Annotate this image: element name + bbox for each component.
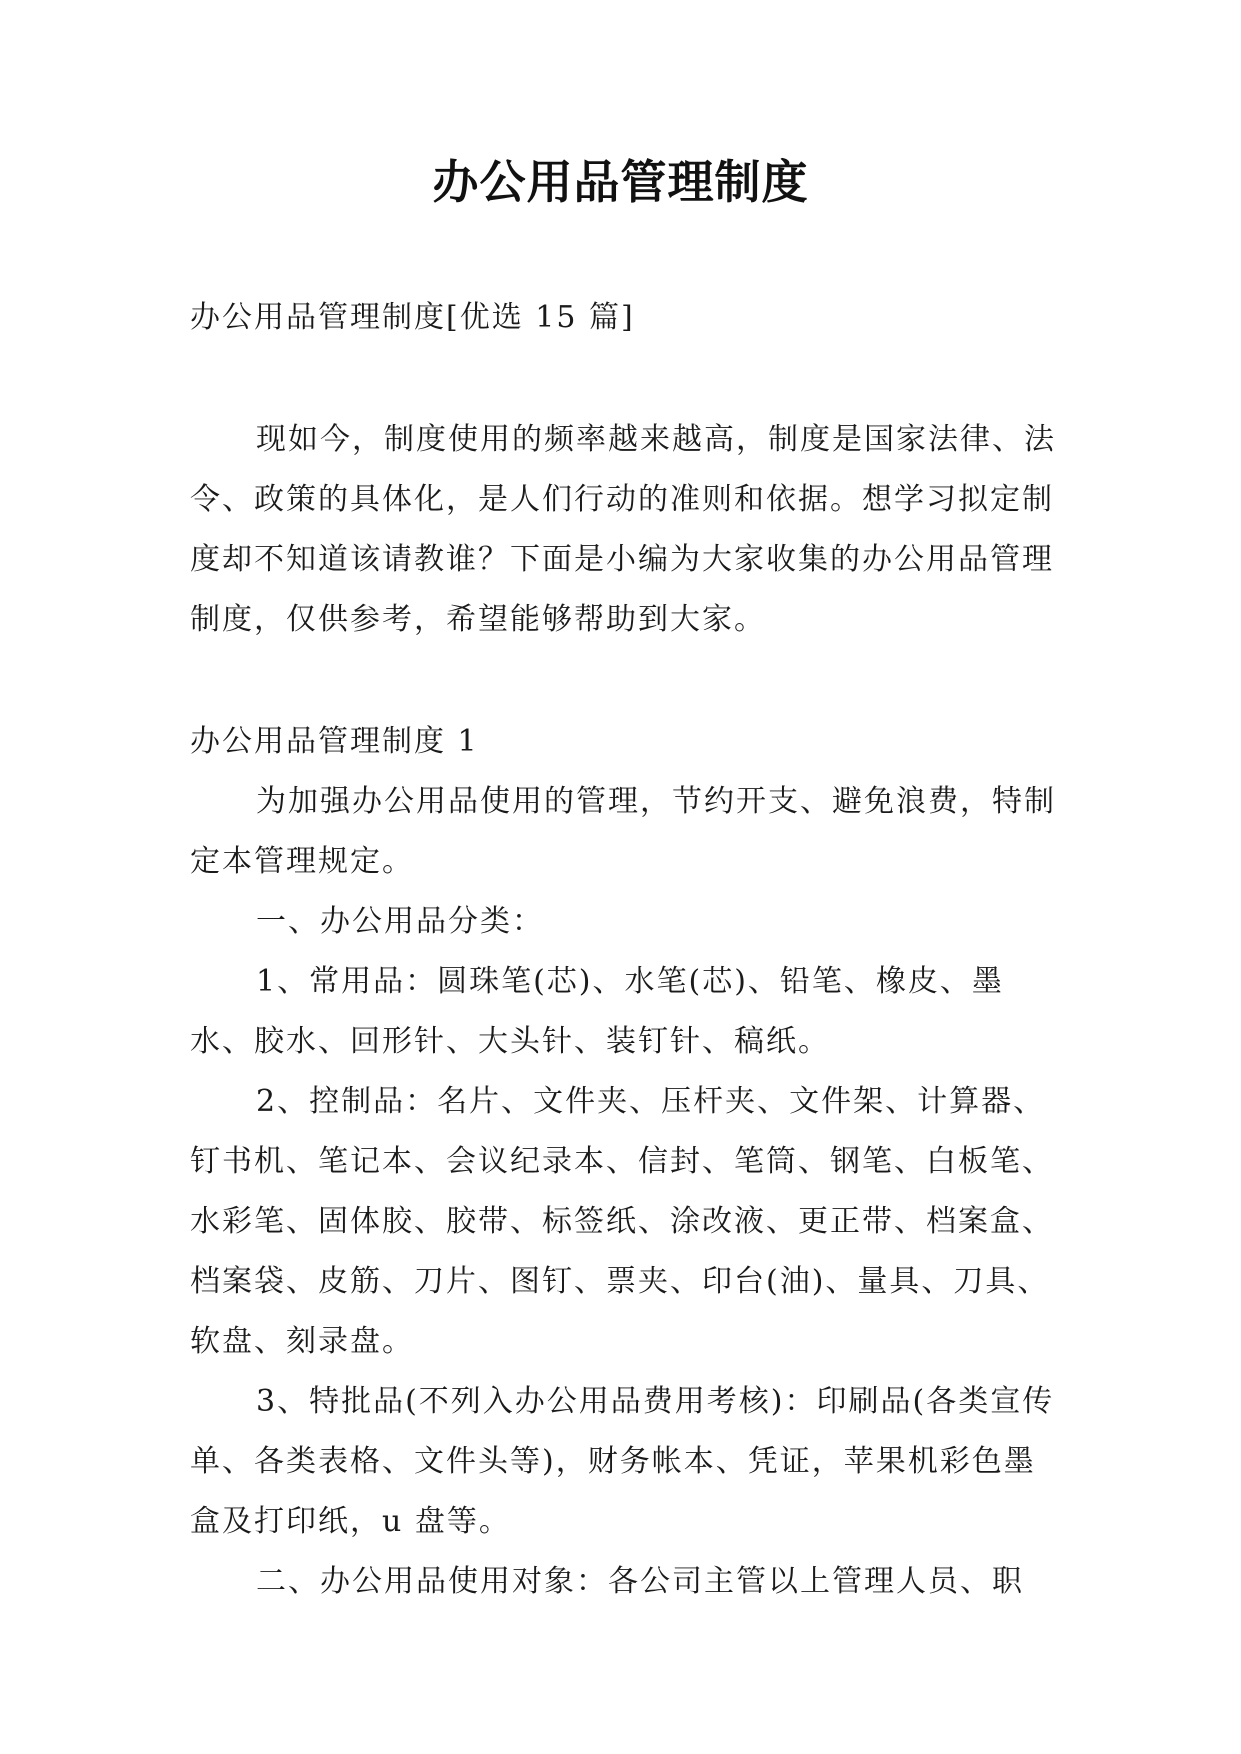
list-item: 二、办公用品使用对象：各公司主管以上管理人员、职 (256, 1564, 1024, 1599)
document-body (190, 288, 1060, 1612)
paragraph: 为加强办公用品使用的管理，节约开支、避免浪费，特制定本管理规定。 (190, 784, 1056, 879)
category-heading: 一、办公用品分类： (256, 904, 544, 939)
intro-paragraph: 现如今，制度使用的频率越来越高，制度是国家法律、法令、政策的具体化，是人们行动的准则和依据。想学习拟定制度却不知道该请教谁？下面是小编为大家收集的办公用品管理制度，仅供参考，希望能够帮助到大家。 (190, 422, 1056, 637)
document-title: 办公用品管理制度 (432, 155, 809, 209)
list-item: 1、常用品：圆珠笔(芯)、水笔(芯)、铅笔、橡皮、墨水、胶水、回形针、大头针、装钉针、稿纸。 (190, 964, 1004, 1059)
list-item: 2、控制品：名片、文件夹、压杆夹、文件架、计算器、钉书机、笔记本、会议纪录本、信封、笔筒、钢笔、白板笔、水彩笔、固体胶、胶带、标签纸、涂改液、更正带、档案盒、档案袋、皮筋、刀片、图钉、票夹、印台(油)、量具、刀具、软盘、刻录盘。 (190, 1084, 1054, 1359)
list-item: 3、特批品(不列入办公用品费用考核)：印刷品(各类宣传单、各类表格、文件头等)，财务帐本、凭证，苹果机彩色墨盒及打印纸，u 盘等。 (190, 1384, 1055, 1539)
document-subtitle: 办公用品管理制度[优选 15 篇] (190, 300, 635, 335)
section-heading: 办公用品管理制度 1 (190, 724, 479, 759)
